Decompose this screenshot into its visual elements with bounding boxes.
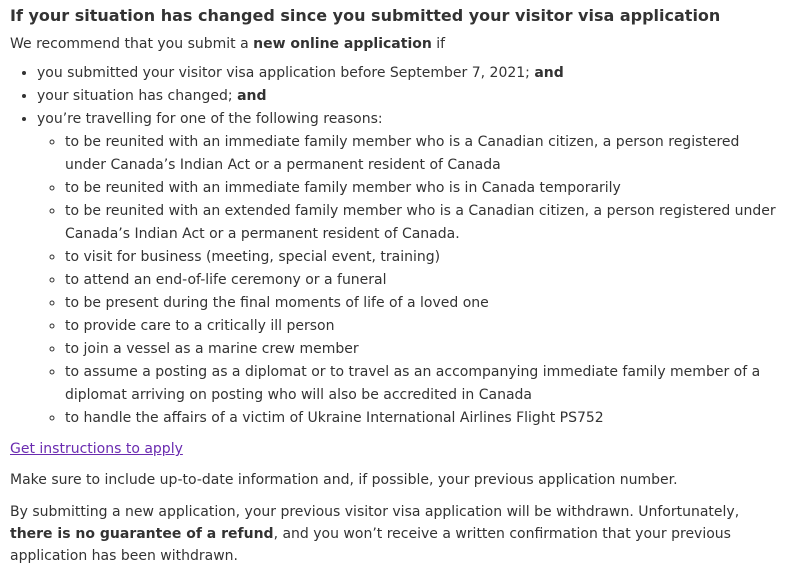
intro-paragraph bbox=[10, 33, 782, 56]
condition-bold: and bbox=[534, 65, 564, 81]
intro-text-end: if bbox=[431, 36, 446, 52]
page-heading: If your situation has changed since you submitted your visitor visa application bbox=[10, 6, 721, 25]
condition-text: you submitted your visitor visa application before September 7, 2021; bbox=[37, 65, 535, 81]
list-item: ◦ to handle the affairs of a victim of Ukraine International Airlines Flight PS752 bbox=[65, 407, 782, 430]
list-item bbox=[37, 85, 782, 108]
list-item bbox=[37, 62, 782, 85]
apply-link-paragraph bbox=[10, 438, 782, 461]
intro-text: We recommend that you submit a bbox=[10, 36, 254, 52]
list-item: ◦ to assume a posting as a diplomat or to travel as an accompanying immediate family member of a diplomat arriving on posting who will also be accredited in Canada bbox=[65, 361, 782, 407]
list-item: ◦ to visit for business (meeting, special event, training) bbox=[65, 246, 782, 269]
note-paragraph: Make sure to include up-to-date information and, if possible, your previous application number. bbox=[10, 472, 678, 488]
withdraw-bold: there is no guarantee of a refund bbox=[10, 526, 274, 542]
list-item: ◦ to be reunited with an immediate family member who is a Canadian citizen, a person registered under Canada’s Indian Act or a permanent resident of Canada bbox=[65, 131, 782, 177]
condition-bold: and bbox=[237, 88, 267, 104]
list-item: ◦ to join a vessel as a marine crew member bbox=[65, 338, 782, 361]
withdraw-text-end: , and you won’t receive a written confirmation that your previous application has been withdrawn. bbox=[10, 526, 731, 564]
list-item: ◦ to provide care to a critically ill person bbox=[65, 315, 782, 338]
list-item: ◦ to be present during the final moments of life of a loved one bbox=[65, 292, 782, 315]
apply-instructions-link[interactable]: Get instructions to apply bbox=[10, 441, 183, 457]
list-item bbox=[37, 108, 782, 430]
list-item: ◦ to be reunited with an extended family member who is a Canadian citizen, a person registered under Canada’s Indian Act or a permanent resident of Canada. bbox=[65, 200, 782, 246]
withdraw-paragraph bbox=[10, 501, 782, 567]
list-item: ◦ to be reunited with an immediate family member who is in Canada temporarily bbox=[65, 177, 782, 200]
reasons-list bbox=[37, 131, 782, 430]
conditions-list bbox=[10, 62, 782, 430]
withdraw-text: By submitting a new application, your previous visitor visa application will be withdrawn. Unfortunately, bbox=[10, 504, 740, 520]
intro-bold: new online application bbox=[253, 36, 432, 52]
condition-text: you’re travelling for one of the following reasons: bbox=[37, 111, 383, 127]
condition-text: your situation has changed; bbox=[37, 88, 238, 104]
list-item: ◦ to attend an end-of-life ceremony or a funeral bbox=[65, 269, 782, 292]
